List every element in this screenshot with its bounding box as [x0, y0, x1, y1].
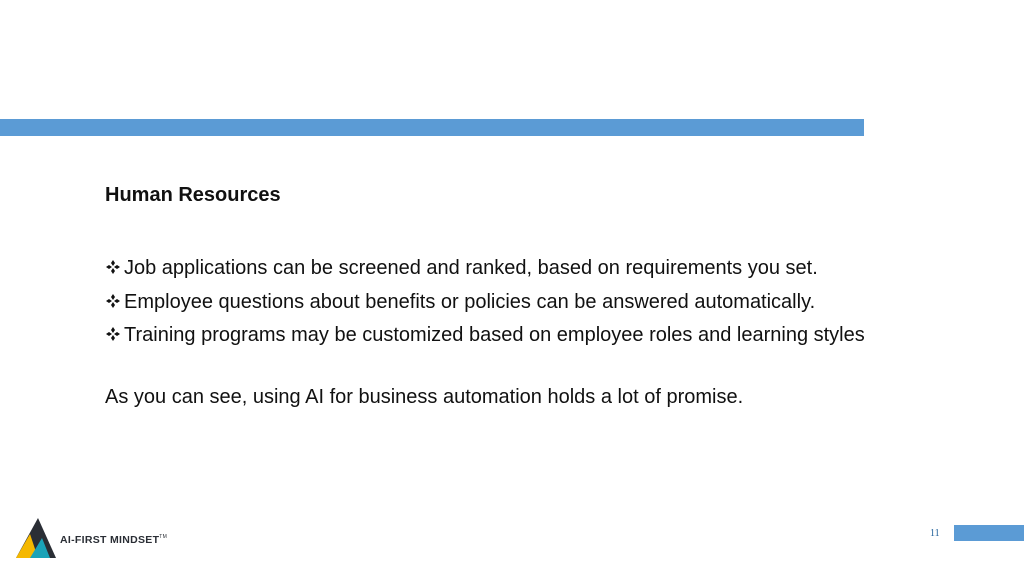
- bullet-item: [105, 252, 865, 286]
- bullet-list: [105, 252, 865, 353]
- footer-accent-bar: [954, 525, 1024, 541]
- ai-first-mindset-logo-icon: [12, 516, 58, 560]
- bullet-item: [105, 286, 865, 320]
- slide-heading: Human Resources: [105, 184, 281, 206]
- logo-trademark: TM: [159, 534, 168, 540]
- bullet-item: [105, 319, 865, 353]
- bullet-text: Training programs may be customized based on employee roles and learning styles: [124, 324, 865, 346]
- bullet-text: Job applications can be screened and ranked, based on requirements you set.: [124, 257, 818, 279]
- logo-wordmark: [60, 534, 167, 546]
- closing-statement: As you can see, using AI for business automation holds a lot of promise.: [105, 386, 744, 408]
- bullet-text: Employee questions about benefits or policies can be answered automatically.: [124, 290, 816, 313]
- diamond-bullet-icon: [105, 326, 121, 342]
- diamond-bullet-icon: [105, 259, 121, 275]
- header-accent-bar: [0, 119, 864, 136]
- page-number: 11: [930, 528, 940, 539]
- logo-text: AI-FIRST MINDSET: [60, 534, 160, 546]
- diamond-bullet-icon: [105, 293, 121, 309]
- company-logo: [12, 516, 167, 560]
